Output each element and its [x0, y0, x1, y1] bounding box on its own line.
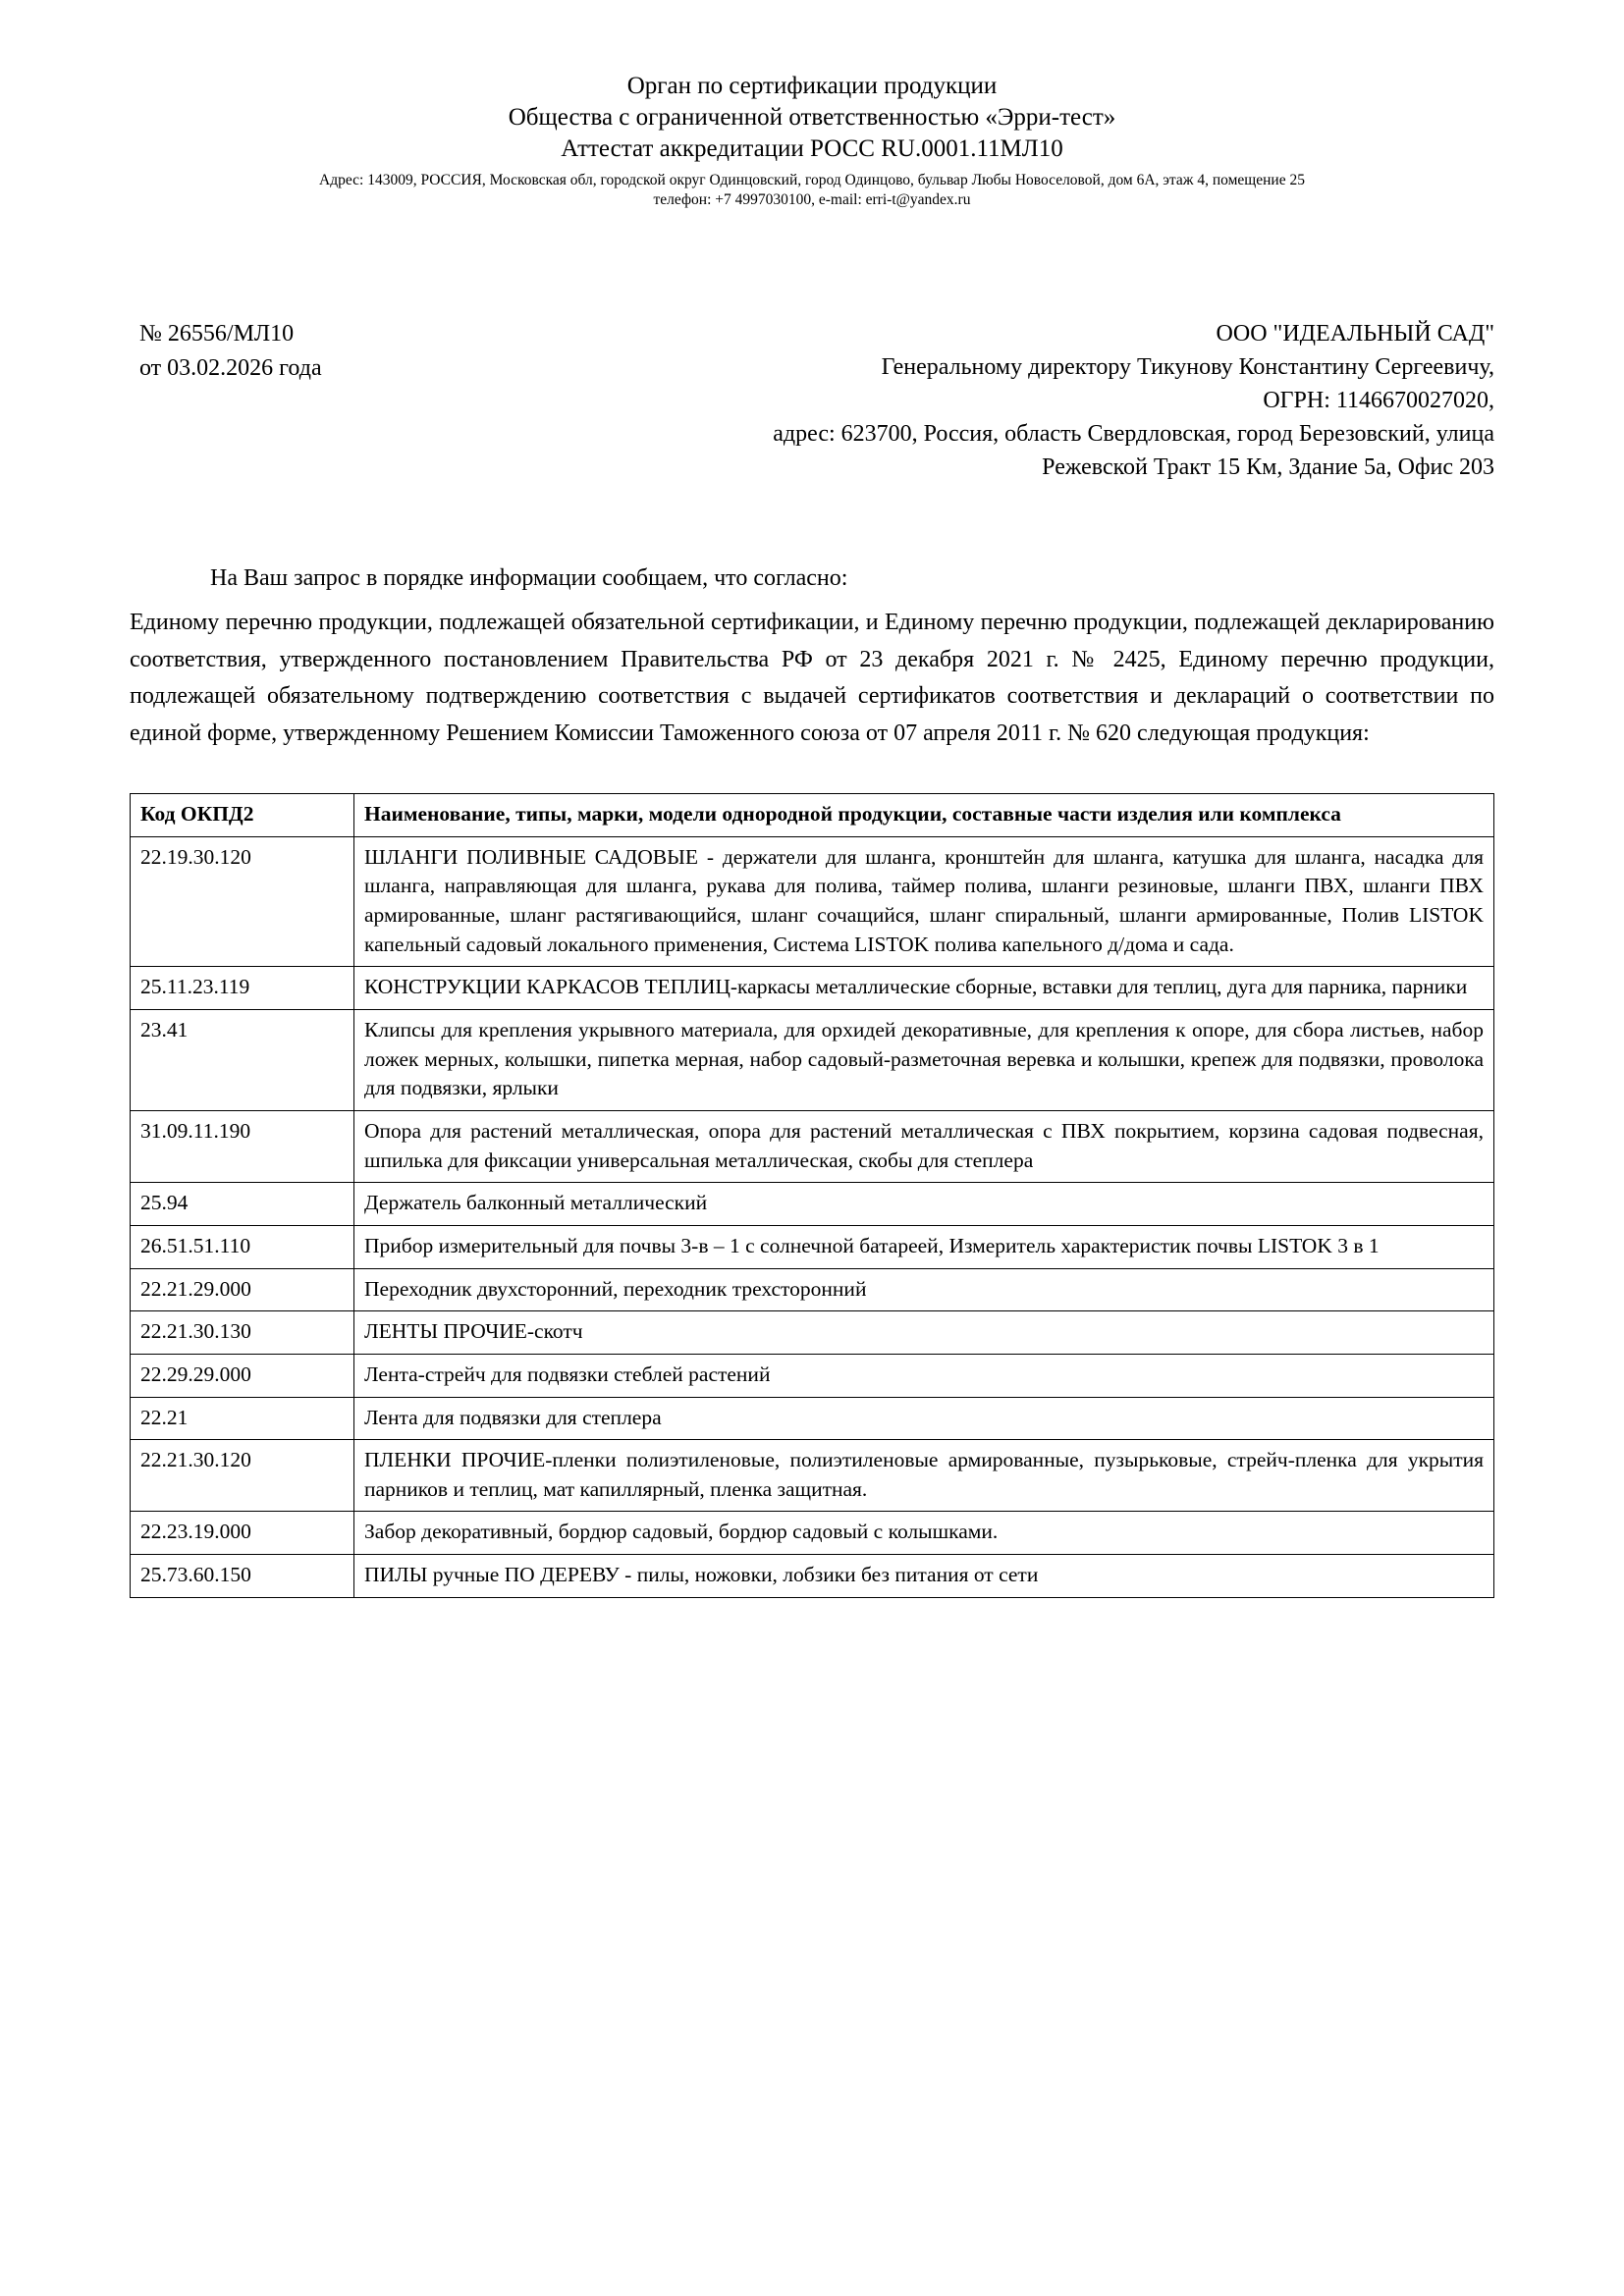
table-header-row: [131, 794, 1494, 837]
recipient-company: ООО "ИДЕАЛЬНЫЙ САД": [1216, 320, 1494, 347]
header-organization-line-1: Орган по сертификации продукции: [626, 73, 998, 99]
product-name: ПЛЕНКИ ПРОЧИЕ-пленки полиэтиленовые, полиэтиленовые армированные, пузырьковые, стрейч-пленка для укрытия парников и теплиц, мат капиллярный, пленка защитная.: [354, 1440, 1494, 1512]
product-code: 22.23.19.000: [131, 1512, 354, 1555]
products-table: [130, 793, 1494, 1598]
product-code: 25.94: [131, 1183, 354, 1226]
recipient-ogrn: ОГРН: 1146670027020,: [1263, 388, 1494, 414]
product-name: Опора для растений металлическая, опора для растений металлическая с ПВХ покрытием, корзина садовая подвесная, шпилька для фиксации универсальная металлическая, скобы для степлера: [354, 1110, 1494, 1182]
product-code: 22.21: [131, 1397, 354, 1440]
product-code: 25.73.60.150: [131, 1555, 354, 1598]
product-code: 22.29.29.000: [131, 1354, 354, 1397]
table-row: [131, 1555, 1494, 1598]
table-row: [131, 1512, 1494, 1555]
table-row: [131, 1311, 1494, 1355]
table-row: [131, 1183, 1494, 1226]
product-name: Лента для подвязки для степлера: [354, 1397, 1494, 1440]
product-name: Клипсы для крепления укрывного материала, для орхидей декоративные, для крепления к опоре, для сбора листьев, набор ложек мерных, колышки, пипетка мерная, набор садовый-разметочная веревка и колышки, крепеж для подвязки, проволока для подвязки, ярлыки: [354, 1009, 1494, 1110]
product-code: 26.51.51.110: [131, 1225, 354, 1268]
table-row: [131, 1225, 1494, 1268]
recipient-block: [763, 317, 1494, 484]
product-name: ПИЛЫ ручные ПО ДЕРЕВУ - пилы, ножовки, лобзики без питания от сети: [354, 1555, 1494, 1598]
table-row: [131, 967, 1494, 1010]
header-address: Адрес: 143009, РОССИЯ, Московская обл, городской округ Одинцовский, город Одинцово, бульвар Любы Новоселовой, дом 6А, этаж 4, помещение 25: [319, 172, 1305, 188]
product-code: 22.19.30.120: [131, 836, 354, 967]
product-code: 31.09.11.190: [131, 1110, 354, 1182]
product-code: 25.11.23.119: [131, 967, 354, 1010]
product-code: 22.21.30.130: [131, 1311, 354, 1355]
product-name: КОНСТРУКЦИИ КАРКАСОВ ТЕПЛИЦ-каркасы металлические сборные, вставки для теплиц, дуга для парника, парники: [354, 967, 1494, 1010]
document-reference: [130, 317, 322, 386]
header-organization-line-2: Общества с ограниченной ответственностью «Эрри-тест»: [508, 104, 1116, 131]
table-header-code: Код ОКПД2: [131, 794, 354, 837]
letter-heading-row: [130, 317, 1494, 484]
table-row: [131, 1354, 1494, 1397]
product-name: Прибор измерительный для почвы 3-в – 1 с солнечной батареей, Измеритель характеристик почвы LISTOK 3 в 1: [354, 1225, 1494, 1268]
recipient-address: адрес: 623700, Россия, область Свердловская, город Березовский, улица Режевской Тракт 15 Км, Здание 5а, Офис 203: [773, 421, 1494, 481]
document-header: [130, 71, 1494, 211]
recipient-person: Генеральному директору Тикунову Константину Сергеевичу,: [881, 353, 1494, 380]
product-name: Держатель балконный металлический: [354, 1183, 1494, 1226]
product-name: ШЛАНГИ ПОЛИВНЫЕ САДОВЫЕ - держатели для шланга, кронштейн для шланга, катушка для шланга, насадка для шланга, направляющая для шланга, рукава для полива, таймер полива, шланги резиновые, шланги ПВХ, шланги ПВХ армированные, шланг растягивающийся, шланг сочащийся, шланг спиральный, шланги армированные, Полив LISTOK капельный садовый локального применения, Система LISTOK полива капельного д/дома и сада.: [354, 836, 1494, 967]
table-row: [131, 836, 1494, 967]
product-name: Забор декоративный, бордюр садовый, бордюр садовый с колышками.: [354, 1512, 1494, 1555]
table-row: [131, 1110, 1494, 1182]
letter-intro: На Ваш запрос в порядке информации сообщаем, что согласно:: [210, 565, 848, 592]
table-header-name: Наименование, типы, марки, модели однородной продукции, составные части изделия или комплекса: [354, 794, 1494, 837]
table-row: [131, 1397, 1494, 1440]
letter-body-paragraph: Единому перечню продукции, подлежащей обязательной сертификации, и Единому перечню продукции, подлежащей декларированию соответствия, утвержденного постановлением Правительства РФ от 23 декабря 2021 г. № 2425, Единому перечню продукции, подлежащей обязательному подтверждению соответствия с выдачей сертификатов соответствия и деклараций о соответствии по единой форме, утвержденному Решением Комиссии Таможенного союза от 07 апреля 2011 г. № 620 следующая продукция:: [130, 610, 1494, 746]
product-code: 23.41: [131, 1009, 354, 1110]
product-code: 22.21.29.000: [131, 1268, 354, 1311]
table-row: [131, 1268, 1494, 1311]
product-name: ЛЕНТЫ ПРОЧИЕ-скотч: [354, 1311, 1494, 1355]
document-date: от 03.02.2026 года: [139, 354, 322, 381]
document-number: № 26556/МЛ10: [139, 320, 295, 347]
product-name: Переходник двухсторонний, переходник трехсторонний: [354, 1268, 1494, 1311]
table-row: [131, 1440, 1494, 1512]
products-table-body: [131, 836, 1494, 1597]
header-accreditation-line: Аттестат аккредитации РОСС RU.0001.11МЛ10: [561, 135, 1063, 162]
header-contacts: телефон: +7 4997030100, e-mail: erri-t@yandex.ru: [653, 191, 971, 209]
product-code: 22.21.30.120: [131, 1440, 354, 1512]
table-row: [131, 1009, 1494, 1110]
product-name: Лента-стрейч для подвязки стеблей растений: [354, 1354, 1494, 1397]
